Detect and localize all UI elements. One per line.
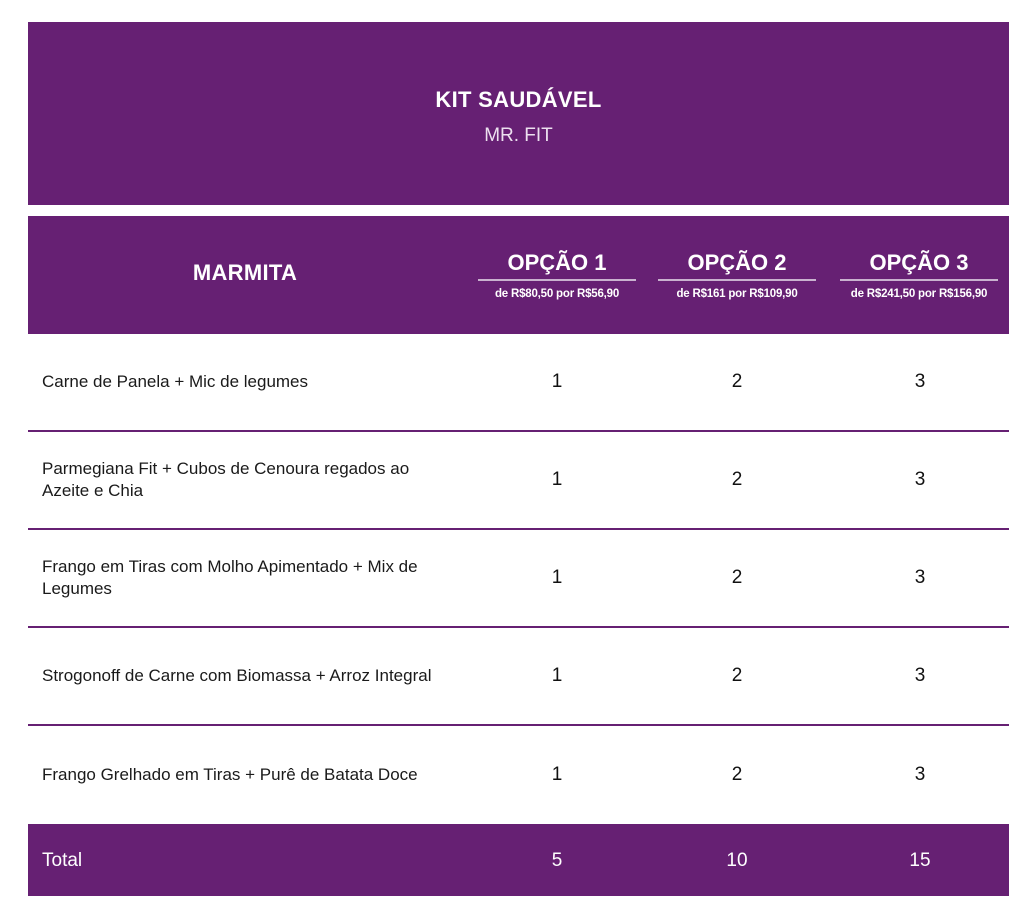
- total-label: Total: [42, 850, 83, 871]
- option-2-qty: 2: [731, 665, 743, 686]
- option-2-total: 10: [726, 850, 748, 871]
- option-3-header: [839, 250, 999, 300]
- option-2-qty: 2: [731, 567, 743, 588]
- option-1-label: OPÇÃO 1: [478, 250, 636, 281]
- option-3-qty: 3: [914, 665, 926, 686]
- table-footer: [28, 824, 1009, 896]
- option-2-label: OPÇÃO 2: [658, 250, 816, 281]
- option-2-qty: 2: [731, 764, 743, 785]
- table-body: [28, 334, 1009, 824]
- kit-brand: MR. FIT: [484, 125, 553, 146]
- option-3-qty: 3: [914, 764, 926, 785]
- option-2-qty: 2: [731, 469, 743, 490]
- option-3-label: OPÇÃO 3: [840, 250, 998, 281]
- option-2-header: [657, 250, 817, 300]
- kit-banner: [28, 22, 1009, 205]
- option-3-qty: 3: [914, 567, 926, 588]
- marmita-column-header: MARMITA: [192, 260, 298, 285]
- marmita-name: Carne de Panela + Mic de legumes: [42, 372, 309, 391]
- option-2-price: de R$161 por R$109,90: [676, 288, 798, 300]
- table-row: [28, 432, 1009, 530]
- table-row: [28, 628, 1009, 726]
- table-header: [28, 216, 1009, 334]
- option-1-total: 5: [551, 850, 563, 871]
- table-row: [28, 726, 1009, 824]
- marmita-name: Parmegiana Fit + Cubos de Cenoura regados ao Azeite e Chia: [42, 459, 410, 500]
- option-1-qty: 1: [551, 567, 563, 588]
- option-1-qty: 1: [551, 469, 563, 490]
- option-1-qty: 1: [551, 665, 563, 686]
- option-3-qty: 3: [914, 469, 926, 490]
- option-1-price: de R$80,50 por R$56,90: [494, 288, 620, 300]
- option-3-total: 15: [909, 850, 931, 871]
- option-1-qty: 1: [551, 371, 563, 392]
- option-1-qty: 1: [551, 764, 563, 785]
- table-row: [28, 334, 1009, 432]
- option-3-qty: 3: [914, 371, 926, 392]
- marmita-name: Strogonoff de Carne com Biomassa + Arroz Integral: [42, 666, 432, 685]
- kit-title: KIT SAUDÁVEL: [435, 87, 602, 112]
- option-3-price: de R$241,50 por R$156,90: [850, 288, 988, 300]
- option-1-header: [477, 250, 637, 300]
- marmita-name: Frango Grelhado em Tiras + Purê de Batata Doce: [42, 765, 418, 784]
- option-2-qty: 2: [731, 371, 743, 392]
- table-row: [28, 530, 1009, 628]
- marmita-name: Frango em Tiras com Molho Apimentado + Mix de Legumes: [42, 557, 418, 598]
